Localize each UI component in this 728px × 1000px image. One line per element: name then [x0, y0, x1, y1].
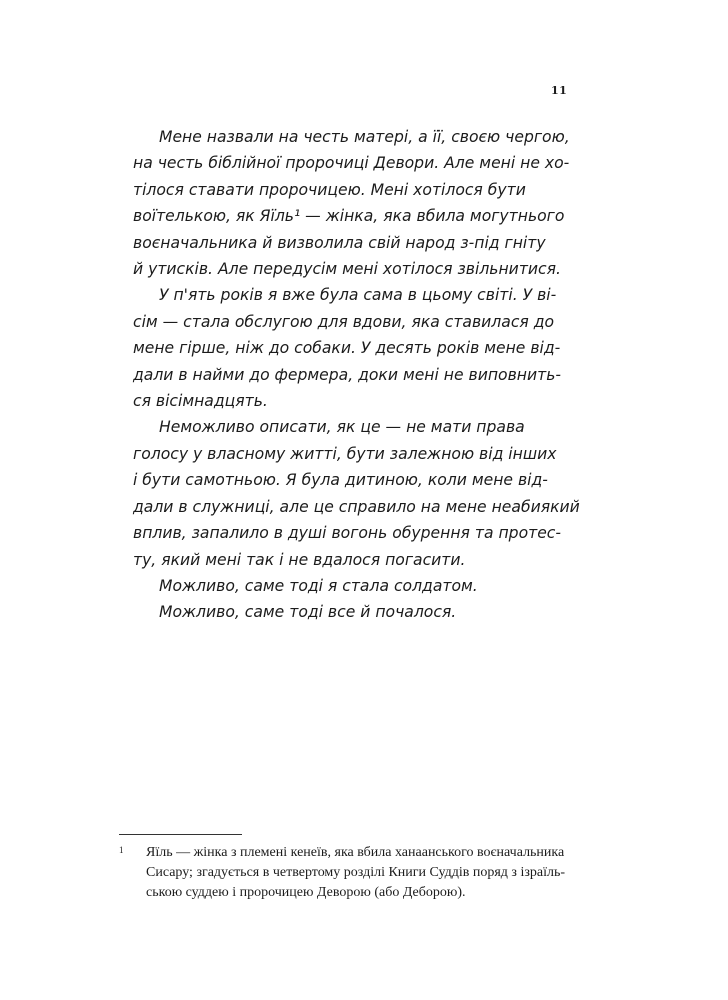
text-line: і бути самотньою. Я була дитиною, коли мене від- [133, 471, 548, 490]
text-line: воєначальника й визволила свій народ з-під гніту [133, 233, 546, 252]
text-line: Мене назвали на честь матері, а її, своєю чергою, [159, 128, 570, 146]
text-line: й утисків. Але передусім мені хотілося звільнитися. [133, 260, 561, 279]
text-line: голосу у власному житті, бути залежною від інших [133, 444, 557, 463]
text-line: ту, який мені так і не вдалося погасити. [133, 550, 466, 569]
footnote-marker: 1 [119, 845, 124, 855]
footnote-divider [119, 834, 242, 835]
text-line: сім — стала обслугою для вдови, яка ставилася до [133, 312, 555, 331]
text-line: ся вісімнадцять. [133, 392, 268, 411]
text-line: Можливо, саме тоді все й почалося. [159, 603, 457, 622]
text-line: дали в найми до фермера, доки мені не виповнить- [133, 365, 562, 384]
text-line: вплив, запалило в душі вогонь обурення та протес- [133, 524, 561, 543]
footnote-line: Сисару; згадується в четвертому розділі Книги Суддів поряд з ізраїль- [146, 865, 566, 880]
text-line: воїтелькою, як Яїль¹ — жінка, яка вбила могутнього [133, 207, 565, 226]
footnote-line: ською суддею і пророчицею Деворою (або Деборою). [146, 885, 466, 900]
body-text [133, 124, 580, 626]
text-line: тілося ставати пророчицею. Мені хотілося бути [133, 180, 526, 199]
footnote [119, 843, 589, 903]
text-line: мене гірше, ніж до собаки. У десять років мене від- [133, 339, 561, 358]
text-line: Можливо, саме тоді я стала солдатом. [159, 576, 478, 595]
text-line: дали в служниці, але це справило на мене неабиякий [133, 497, 580, 516]
text-line: на честь біблійної пророчиці Девори. Але мені не хо- [133, 154, 570, 173]
footnote-line: Яїль — жінка з племені кенеїв, яка вбила ханаанського воєначальника [146, 845, 565, 860]
page-number: 11 [551, 84, 568, 97]
text-line: У п'ять років я вже була сама в цьому світі. У ві- [159, 286, 557, 305]
text-line: Неможливо описати, як це — не мати права [159, 418, 525, 437]
